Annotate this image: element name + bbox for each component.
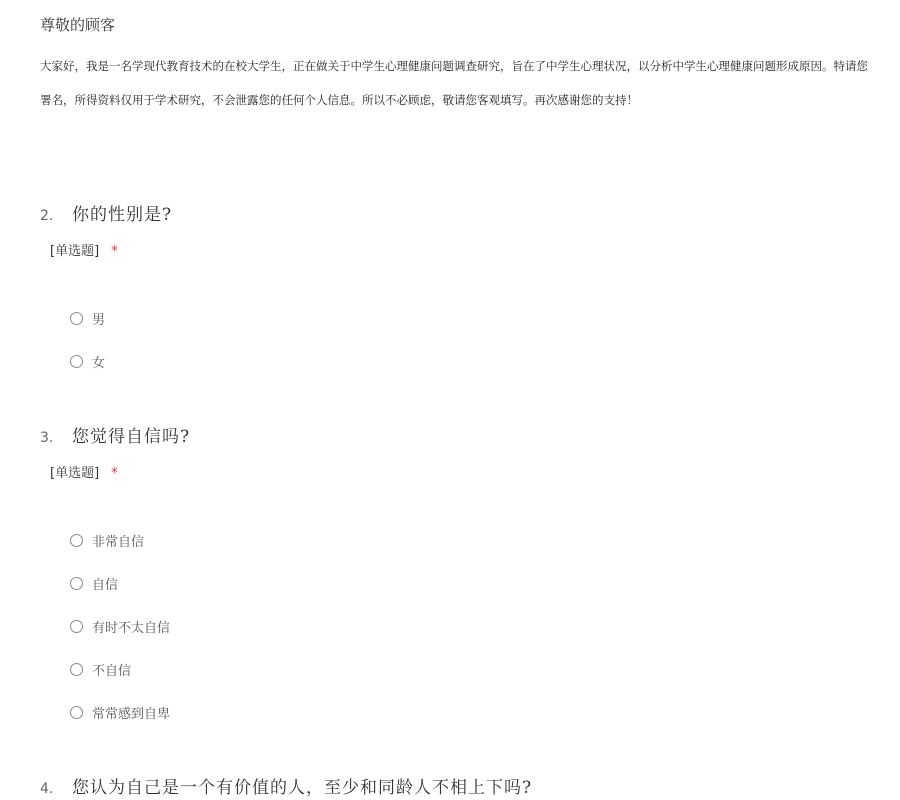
radio-button[interactable]: [70, 620, 83, 633]
question-number: 4.: [40, 781, 54, 797]
radio-button[interactable]: [70, 577, 83, 590]
radio-button[interactable]: [70, 534, 83, 547]
question-2-type: [50, 240, 118, 259]
question-4-title: [40, 773, 532, 798]
question-2-title: [40, 200, 172, 225]
option-label: 不自信: [92, 664, 132, 679]
option-female[interactable]: [70, 352, 105, 371]
option-often-inferior[interactable]: [70, 703, 170, 722]
question-3-type: [50, 462, 118, 481]
required-mark: *: [111, 244, 118, 259]
option-label: 男: [92, 313, 106, 328]
radio-button[interactable]: [70, 706, 83, 719]
radio-button[interactable]: [70, 355, 83, 368]
radio-button[interactable]: [70, 312, 83, 325]
question-text: 您认为自己是一个有价值的人，至少和同龄人不相上下吗?: [72, 778, 533, 798]
option-label: 自信: [92, 578, 119, 593]
radio-button[interactable]: [70, 663, 83, 676]
greeting-title: 尊敬的顾客: [40, 16, 116, 34]
question-text: 你的性别是?: [72, 205, 173, 225]
option-sometimes-not-confident[interactable]: [70, 617, 170, 636]
option-label: 女: [92, 356, 106, 371]
question-number: 3.: [40, 430, 54, 446]
intro-text-line-1: 大家好，我是一名学现代教育技术的在校大学生，正在做关于中学生心理健康问题调查研究，旨在了中学生心理状况，以分析中学生心理健康问题形成原因。特请您: [40, 59, 868, 73]
option-confident[interactable]: [70, 574, 118, 593]
question-text: 您觉得自信吗?: [72, 427, 191, 447]
option-label: 常常感到自卑: [92, 707, 171, 722]
option-label: 非常自信: [92, 535, 145, 550]
option-not-confident[interactable]: [70, 660, 131, 679]
option-male[interactable]: [70, 309, 105, 328]
intro-text-line-2: 署名，所得资料仅用于学术研究，不会泄露您的任何个人信息。所以不必顾虑，敬请您客观填写。再次感谢您的支持！: [40, 93, 638, 107]
required-mark: *: [111, 466, 118, 481]
question-type-label: [单选题]: [50, 244, 100, 259]
question-3-title: [40, 422, 190, 447]
option-label: 有时不太自信: [92, 621, 171, 636]
question-number: 2.: [40, 208, 54, 224]
question-type-label: [单选题]: [50, 466, 100, 481]
option-very-confident[interactable]: [70, 531, 144, 550]
